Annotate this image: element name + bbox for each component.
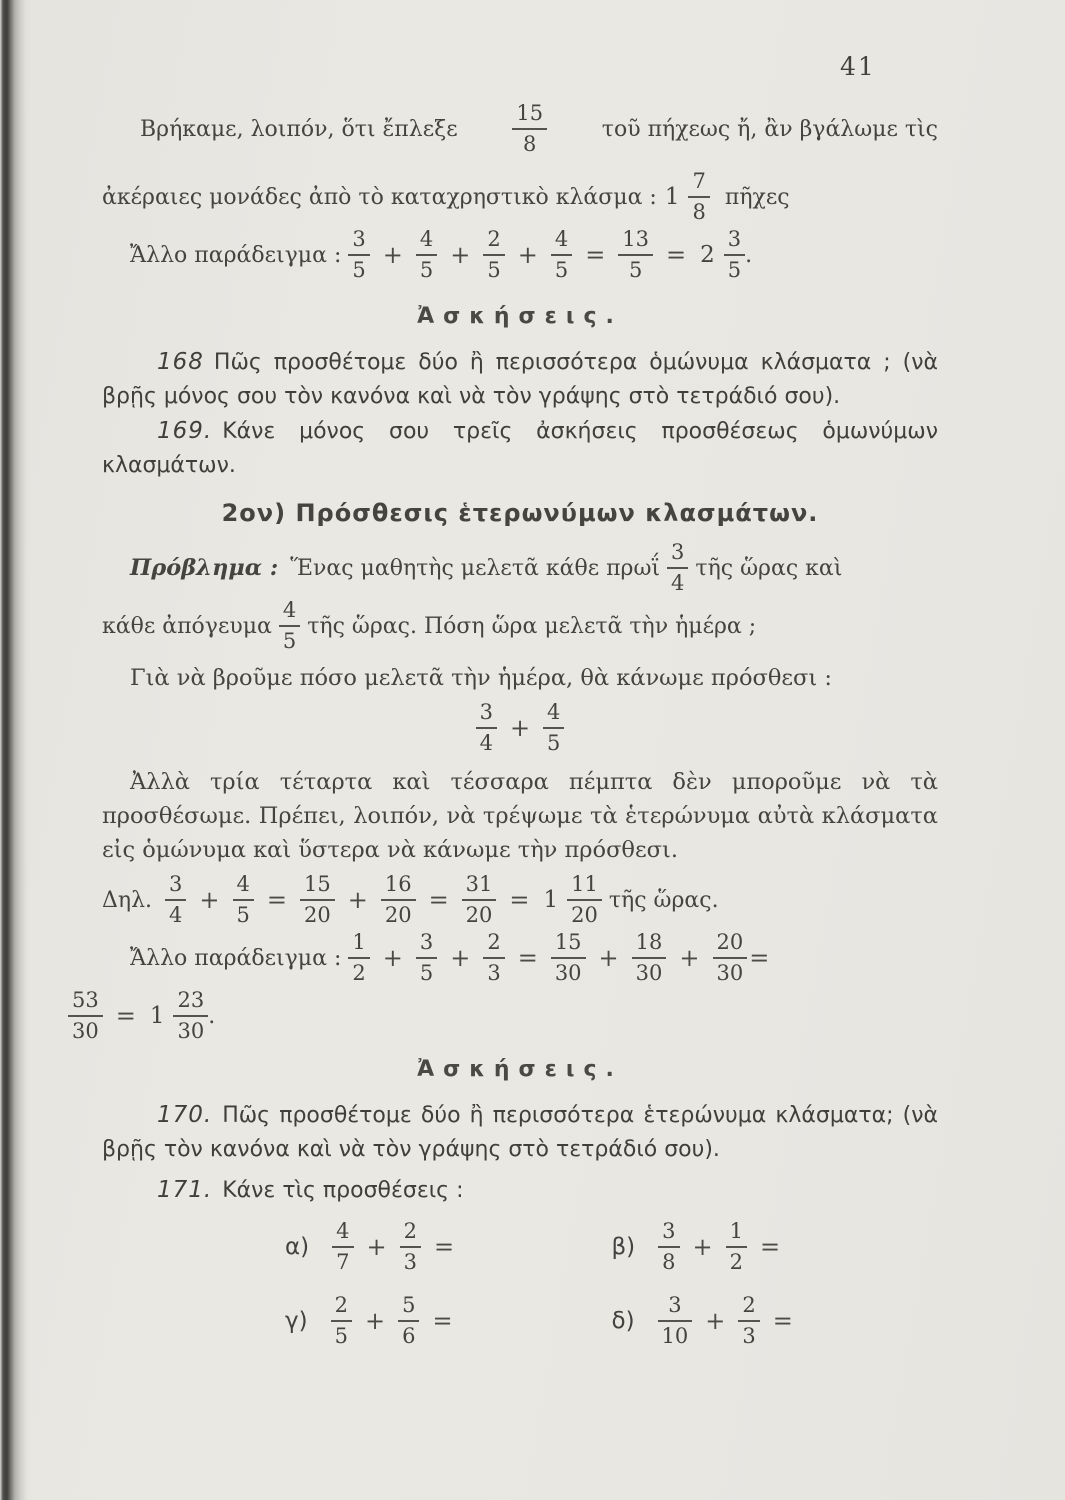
fraction-2-3: $\frac{2}{3}$ — [483, 932, 504, 984]
plus-op: + — [382, 241, 403, 269]
example1-equation — [102, 226, 938, 284]
problem-text-4: τῆς ὥρας. Πόση ὥρα μελετᾶ τὴν ἡμέρα ; — [307, 613, 757, 639]
mixed-whole-2: 2 — [700, 242, 715, 268]
problem-d — [612, 1295, 939, 1347]
problem-text-1: Ἕνας μαθητὴς μελετᾶ κάθε πρωΐ — [290, 555, 661, 581]
plus-op: + — [382, 944, 403, 972]
problem-a-label: α) — [285, 1234, 310, 1260]
exercise-169-text: Κάνε μόνος σου τρεῖς ἀσκήσεις προσθέσεως ὁμωνύμων κλασμάτων. — [102, 419, 938, 478]
problem-b — [612, 1221, 939, 1273]
problem-a — [285, 1221, 612, 1273]
plus-op: + — [509, 714, 531, 742]
page-binding-edge — [0, 0, 30, 1500]
equals-op: = — [760, 1233, 781, 1261]
exercise-171 — [102, 1173, 938, 1208]
problem-line-1 — [102, 539, 938, 597]
fraction-4-7: $\frac{4}{7}$ — [332, 1221, 353, 1273]
fraction-4-5: $\frac{4}{5}$ — [279, 600, 300, 652]
mixed-whole-1: 1 — [664, 184, 680, 210]
fraction-3-5: $\frac{3}{5}$ — [416, 932, 437, 984]
equals-op: = — [517, 944, 538, 972]
intro-text-2b: πῆχες — [724, 184, 790, 210]
exercise-170-text: Πῶς προσθέτομε δύο ἢ περισσότερα ἑτερώνυμα κλάσματα; (νὰ βρῇς τὸν κανόνα καὶ νὰ τὸν γράψης στὸ τετράδιό σου). — [102, 1103, 938, 1162]
equals-op: = — [585, 241, 606, 269]
plus-op: + — [364, 1307, 386, 1335]
equals-op: = — [115, 1002, 136, 1030]
exercise-169-number: 169. — [157, 418, 213, 444]
equals-op: = — [266, 886, 287, 914]
mixed-whole-4: 1 — [149, 1003, 165, 1029]
example1-label: Ἄλλο παράδειγμα : — [130, 242, 342, 268]
page-content — [72, 100, 938, 1352]
exercise-171-number: 171. — [157, 1177, 213, 1203]
fraction-16-20: $\frac{16}{20}$ — [381, 874, 416, 926]
problem-lead: Γιὰ νὰ βροῦμε πόσο μελετᾶ τὴν ἡμέρα, θὰ κάνωμε πρόσθεσι : — [130, 665, 832, 691]
fraction-15-20: $\frac{15}{20}$ — [300, 874, 335, 926]
fraction-1-2: $\frac{1}{2}$ — [726, 1221, 747, 1273]
fraction-15-8: $\frac{15}{8}$ — [512, 103, 547, 155]
plus-op: + — [366, 1233, 387, 1261]
exercise-171-text: Κάνε τὶς προσθέσεις : — [222, 1178, 464, 1203]
exercise-168-text: Πῶς προσθέτομε δύο ἢ περισσότερα ὁμώνυμα κλάσματα ; (νὰ βρῇς μόνος σου τὸν κανόνα καὶ νὰ τὸν γράψης στὸ τετράδιό σου). — [102, 350, 938, 409]
dhl-label: Δηλ. — [102, 887, 153, 913]
plus-op: + — [705, 1307, 726, 1335]
example2-label: Ἄλλο παράδειγμα : — [130, 945, 342, 971]
fraction-3-8: $\frac{3}{8}$ — [658, 1221, 679, 1273]
period: . — [208, 1003, 216, 1029]
problems-row-1 — [285, 1216, 938, 1278]
section-2-heading: 2ον) Πρόσθεσις ἑτερωνύμων κλασμάτων. — [221, 499, 819, 527]
fraction-2-5: $\frac{2}{5}$ — [331, 1295, 352, 1347]
fraction-13-5: $\frac{13}{5}$ — [618, 229, 653, 281]
problem-b-label: β) — [611, 1234, 636, 1260]
heteronym-paragraph: Ἀλλὰ τρία τέταρτα καὶ τέσσαρα πέμπτα δὲν μποροῦμε νὰ τὰ προσθέσωμε. Πρέπει, λοιπόν, νὰ τρέψωμε τὰ ἑτερώνυμα αὐτὰ κλάσματα εἰς ὁμώνυμα καὶ ὕστερα νὰ κάνωμε τὴν πρόσθεσι. — [102, 769, 938, 863]
equals-op: = — [749, 944, 770, 972]
exercise-169 — [102, 414, 938, 483]
fraction-53-30: $\frac{53}{30}$ — [68, 990, 103, 1042]
exercise-168-number: 168 — [157, 349, 204, 375]
problem-label: Πρόβλημα : — [130, 555, 279, 581]
fraction-31-20: $\frac{31}{20}$ — [462, 874, 497, 926]
fraction-3-4: $\frac{3}{4}$ — [476, 702, 497, 754]
exercises-heading: Ἀσκήσεις. — [417, 304, 623, 329]
plus-op: + — [517, 241, 538, 269]
equals-op: = — [434, 1233, 455, 1261]
fraction-23-30: $\frac{23}{30}$ — [173, 990, 208, 1042]
fraction-7-8: $\frac{7}{8}$ — [688, 171, 709, 223]
fraction-1-2: $\frac{1}{2}$ — [348, 932, 369, 984]
fraction-3-5: $\frac{3}{5}$ — [724, 229, 745, 281]
plus-op: + — [679, 944, 700, 972]
fraction-4-5: $\frac{4}{5}$ — [416, 229, 437, 281]
period: . — [745, 242, 753, 268]
equals-op: = — [428, 886, 449, 914]
plus-op: + — [347, 886, 368, 914]
plus-op: + — [199, 886, 220, 914]
intro-line-1 — [102, 100, 938, 158]
equals-op: = — [772, 1307, 793, 1335]
fraction-11-20: $\frac{11}{20}$ — [567, 874, 602, 926]
problem-c-label: γ) — [285, 1308, 308, 1334]
dhl-equation — [102, 871, 938, 929]
fraction-4-5: $\frac{4}{5}$ — [543, 702, 564, 754]
continuation-equation — [68, 987, 938, 1045]
fraction-2-5: $\frac{2}{5}$ — [483, 229, 504, 281]
fraction-3-4: $\frac{3}{4}$ — [667, 542, 688, 594]
problem-c — [285, 1295, 612, 1347]
problem-d-label: δ) — [611, 1308, 635, 1334]
fraction-4-5: $\frac{4}{5}$ — [551, 229, 572, 281]
fraction-15-30: $\frac{15}{30}$ — [551, 932, 586, 984]
fraction-3-4: $\frac{3}{4}$ — [165, 874, 186, 926]
fraction-3-10: $\frac{3}{10}$ — [658, 1295, 693, 1347]
page-number: 41 — [840, 52, 876, 81]
fraction-18-30: $\frac{18}{30}$ — [632, 932, 667, 984]
problems-row-2 — [285, 1290, 938, 1352]
equals-op: = — [432, 1307, 453, 1335]
centered-equation — [102, 699, 938, 757]
plus-op: + — [692, 1233, 713, 1261]
fraction-2-3: $\frac{2}{3}$ — [738, 1295, 759, 1347]
exercise-168 — [102, 345, 938, 414]
example2-equation — [102, 929, 938, 987]
mixed-whole-3: 1 — [543, 887, 559, 913]
equals-op: = — [666, 241, 687, 269]
fraction-4-5: $\frac{4}{5}$ — [233, 874, 254, 926]
plus-op: + — [450, 241, 471, 269]
fraction-20-30: $\frac{20}{30}$ — [713, 932, 748, 984]
fraction-3-5: $\frac{3}{5}$ — [348, 229, 369, 281]
intro-line-2 — [102, 168, 938, 226]
exercise-170-number: 170. — [157, 1102, 213, 1128]
problem-text-3: κάθε ἀπόγευμα — [102, 613, 272, 639]
equals-op: = — [509, 886, 530, 914]
plus-op: + — [598, 944, 619, 972]
intro-text-2a: ἀκέραιες μονάδες ἀπὸ τὸ καταχρηστικὸ κλάσμα : — [102, 184, 657, 210]
plus-op: + — [450, 944, 471, 972]
problem-line-2 — [102, 597, 938, 655]
exercise-170 — [102, 1098, 938, 1167]
intro-text-1b: τοῦ πήχεως ἤ, ἂν βγάλωμε τὶς — [601, 116, 938, 142]
problem-text-2: τῆς ὥρας καὶ — [695, 555, 843, 581]
dhl-tail: τῆς ὥρας. — [608, 887, 719, 913]
fraction-2-3: $\frac{2}{3}$ — [400, 1221, 421, 1273]
fraction-5-6: $\frac{5}{6}$ — [398, 1295, 419, 1347]
exercises-heading: Ἀσκήσεις. — [417, 1057, 623, 1082]
intro-text-1a: Βρήκαμε, λοιπόν, ὅτι ἔπλεξε — [140, 116, 458, 142]
